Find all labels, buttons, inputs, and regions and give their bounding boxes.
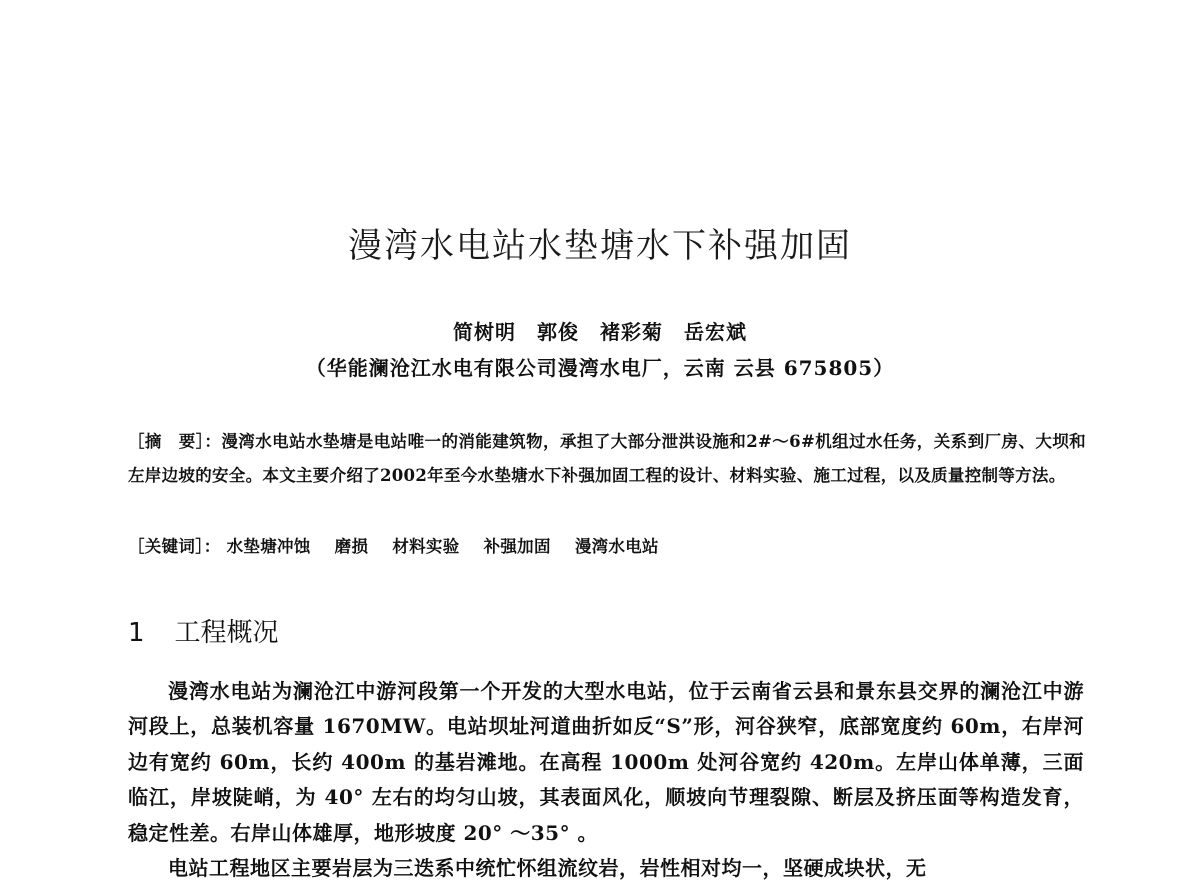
keyword-item: 磨损: [334, 537, 369, 556]
keyword-item: 漫湾水电站: [574, 537, 659, 556]
body-paragraph: 电站工程地区主要岩层为三迭系中统忙怀组流纹岩，岩性相对均一，坚硬成块状，无: [168, 856, 927, 881]
keyword-item: 材料实验: [392, 537, 460, 556]
body-paragraph: 漫湾水电站为澜沧江中游河段第一个开发的大型水电站，位于云南省云县和景东县交界的澜沧江中游河段上，总装机容量 1670MW。电站坝址河道曲折如反“S”形，河谷狭窄，底部宽度约 60m，右岸河边有宽约 60m，长约 400m 的基岩滩地。在高程 1000m 处河谷宽约 420m。左岸山体单薄，三面临江，岸坡陡峭，为 40° 左右的均匀山坡，其表面风化，顺坡向节理裂隙、断层及挤压面等构造发育，稳定性差。右岸山体雄厚，地形坡度 20° ～35° 。: [128, 679, 1084, 845]
paper-title: 漫湾水电站水垫塘水下补强加固: [348, 226, 852, 266]
section-body: [128, 674, 1084, 886]
abstract-label: ［摘 要］：: [128, 432, 222, 451]
keyword-item: 水垫塘冲蚀: [226, 537, 311, 556]
section-title: 工程概况: [174, 618, 279, 648]
section-number: 1: [128, 618, 145, 648]
section-heading: [128, 612, 279, 649]
abstract: [128, 425, 1086, 493]
abstract-text: 漫湾水电站水垫塘是电站唯一的消能建筑物，承担了大部分泄洪设施和2#～6#机组过水任务，关系到厂房、大坝和左岸边坡的安全。本文主要介绍了2002年至今水垫塘水下补强加固工程的设计、材料实验、施工过程，以及质量控制等方法。: [128, 432, 1086, 485]
author-affiliation: （华能澜沧江水电有限公司漫湾水电厂，云南 云县 675805）: [305, 356, 895, 380]
author-list: 简树明 郭俊 褚彩菊 岳宏斌: [453, 320, 747, 344]
keywords-label: ［关键词］：: [128, 537, 221, 556]
keyword-item: 补强加固: [483, 537, 551, 556]
keywords: [128, 530, 1086, 564]
